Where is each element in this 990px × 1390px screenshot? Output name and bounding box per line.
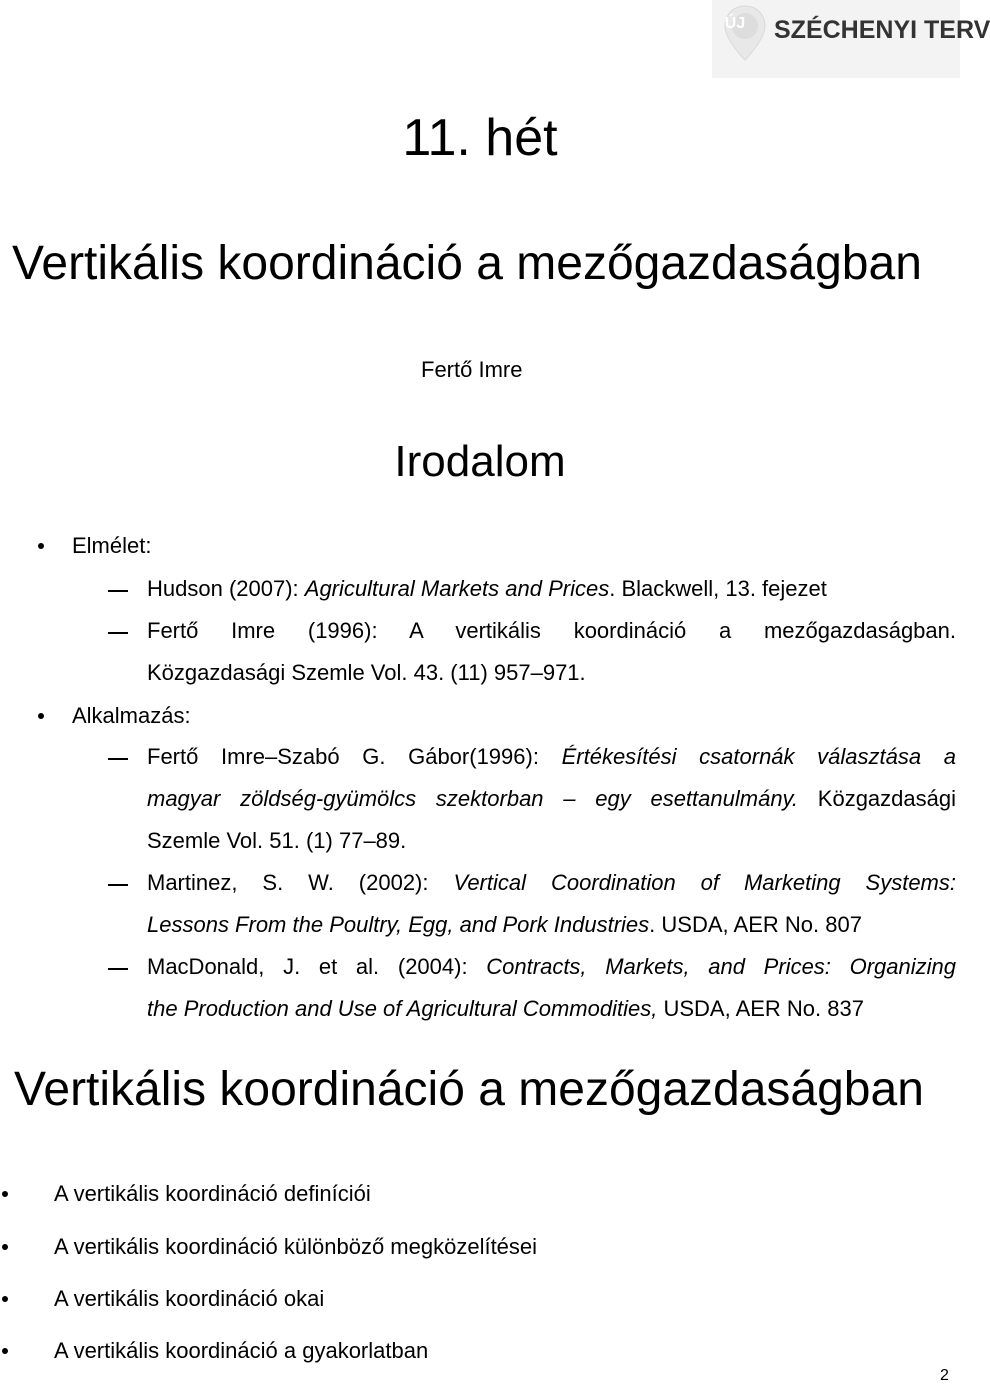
dash-marker xyxy=(108,758,128,760)
dash-marker xyxy=(108,884,128,886)
application-ref-ferto-szabo-line3: Szemle Vol. 51. (1) 77–89. xyxy=(147,828,407,853)
page-number: 2 xyxy=(940,1367,949,1384)
theory-label: Elmélet: xyxy=(72,533,152,558)
application-ref-macdonald-line1: MacDonald, J. et al. (2004): Contracts, Markets, and Prices: Organizing xyxy=(147,954,957,979)
main-title: Vertikális koordináció a mezőgazdaságban xyxy=(12,237,922,290)
topic-item: A vertikális koordináció definíciói xyxy=(54,1181,371,1206)
bullet-dot xyxy=(2,1244,8,1250)
theory-ref-ferto-line1: Fertő Imre (1996): A vertikális koordináció a mezőgazdaságban. xyxy=(147,618,956,643)
application-ref-macdonald-line2: the Production and Use of Agricultural Commodities, USDA, AER No. 837 xyxy=(147,996,864,1021)
application-ref-martinez-line1: Martinez, S. W. (2002): Vertical Coordination of Marketing Systems: xyxy=(147,870,956,895)
week-title: 11. hét xyxy=(402,109,558,167)
bullet-dot xyxy=(2,1348,8,1354)
section-title: Vertikális koordináció a mezőgazdaságban xyxy=(14,1063,924,1116)
bullet-dot xyxy=(38,713,44,719)
literature-heading: Irodalom xyxy=(394,437,566,486)
bullet-dot xyxy=(2,1296,8,1302)
location-pin-icon xyxy=(722,4,768,62)
application-label: Alkalmazás: xyxy=(72,703,191,728)
topic-item: A vertikális koordináció okai xyxy=(54,1286,325,1311)
application-ref-ferto-szabo-line1: Fertő Imre–Szabó G. Gábor(1996): Értékesítési csatornák választása a xyxy=(147,744,956,769)
dash-marker xyxy=(108,590,128,592)
author: Fertő Imre xyxy=(421,357,523,382)
theory-ref-hudson: Hudson (2007): Agricultural Markets and Prices. Blackwell, 13. fejezet xyxy=(147,576,827,601)
szechenyi-terv-logo xyxy=(712,0,990,78)
theory-ref-ferto-line2: Közgazdasági Szemle Vol. 43. (11) 957–971. xyxy=(147,660,586,685)
dash-marker xyxy=(108,968,128,970)
logo-text: SZÉCHENYI TERV xyxy=(774,16,990,44)
bullet-dot xyxy=(2,1191,8,1197)
topic-item: A vertikális koordináció a gyakorlatban xyxy=(54,1338,429,1363)
application-ref-ferto-szabo-line2: magyar zöldség-gyümölcs szektorban – egy esettanulmány. Közgazdasági xyxy=(147,786,956,811)
dash-marker xyxy=(108,632,128,634)
application-ref-martinez-line2: Lessons From the Poultry, Egg, and Pork Industries. USDA, AER No. 807 xyxy=(147,912,862,937)
topic-item: A vertikális koordináció különböző megközelítései xyxy=(54,1234,538,1259)
bullet-dot xyxy=(38,543,44,549)
logo-pin-label: ÚJ xyxy=(724,15,746,32)
